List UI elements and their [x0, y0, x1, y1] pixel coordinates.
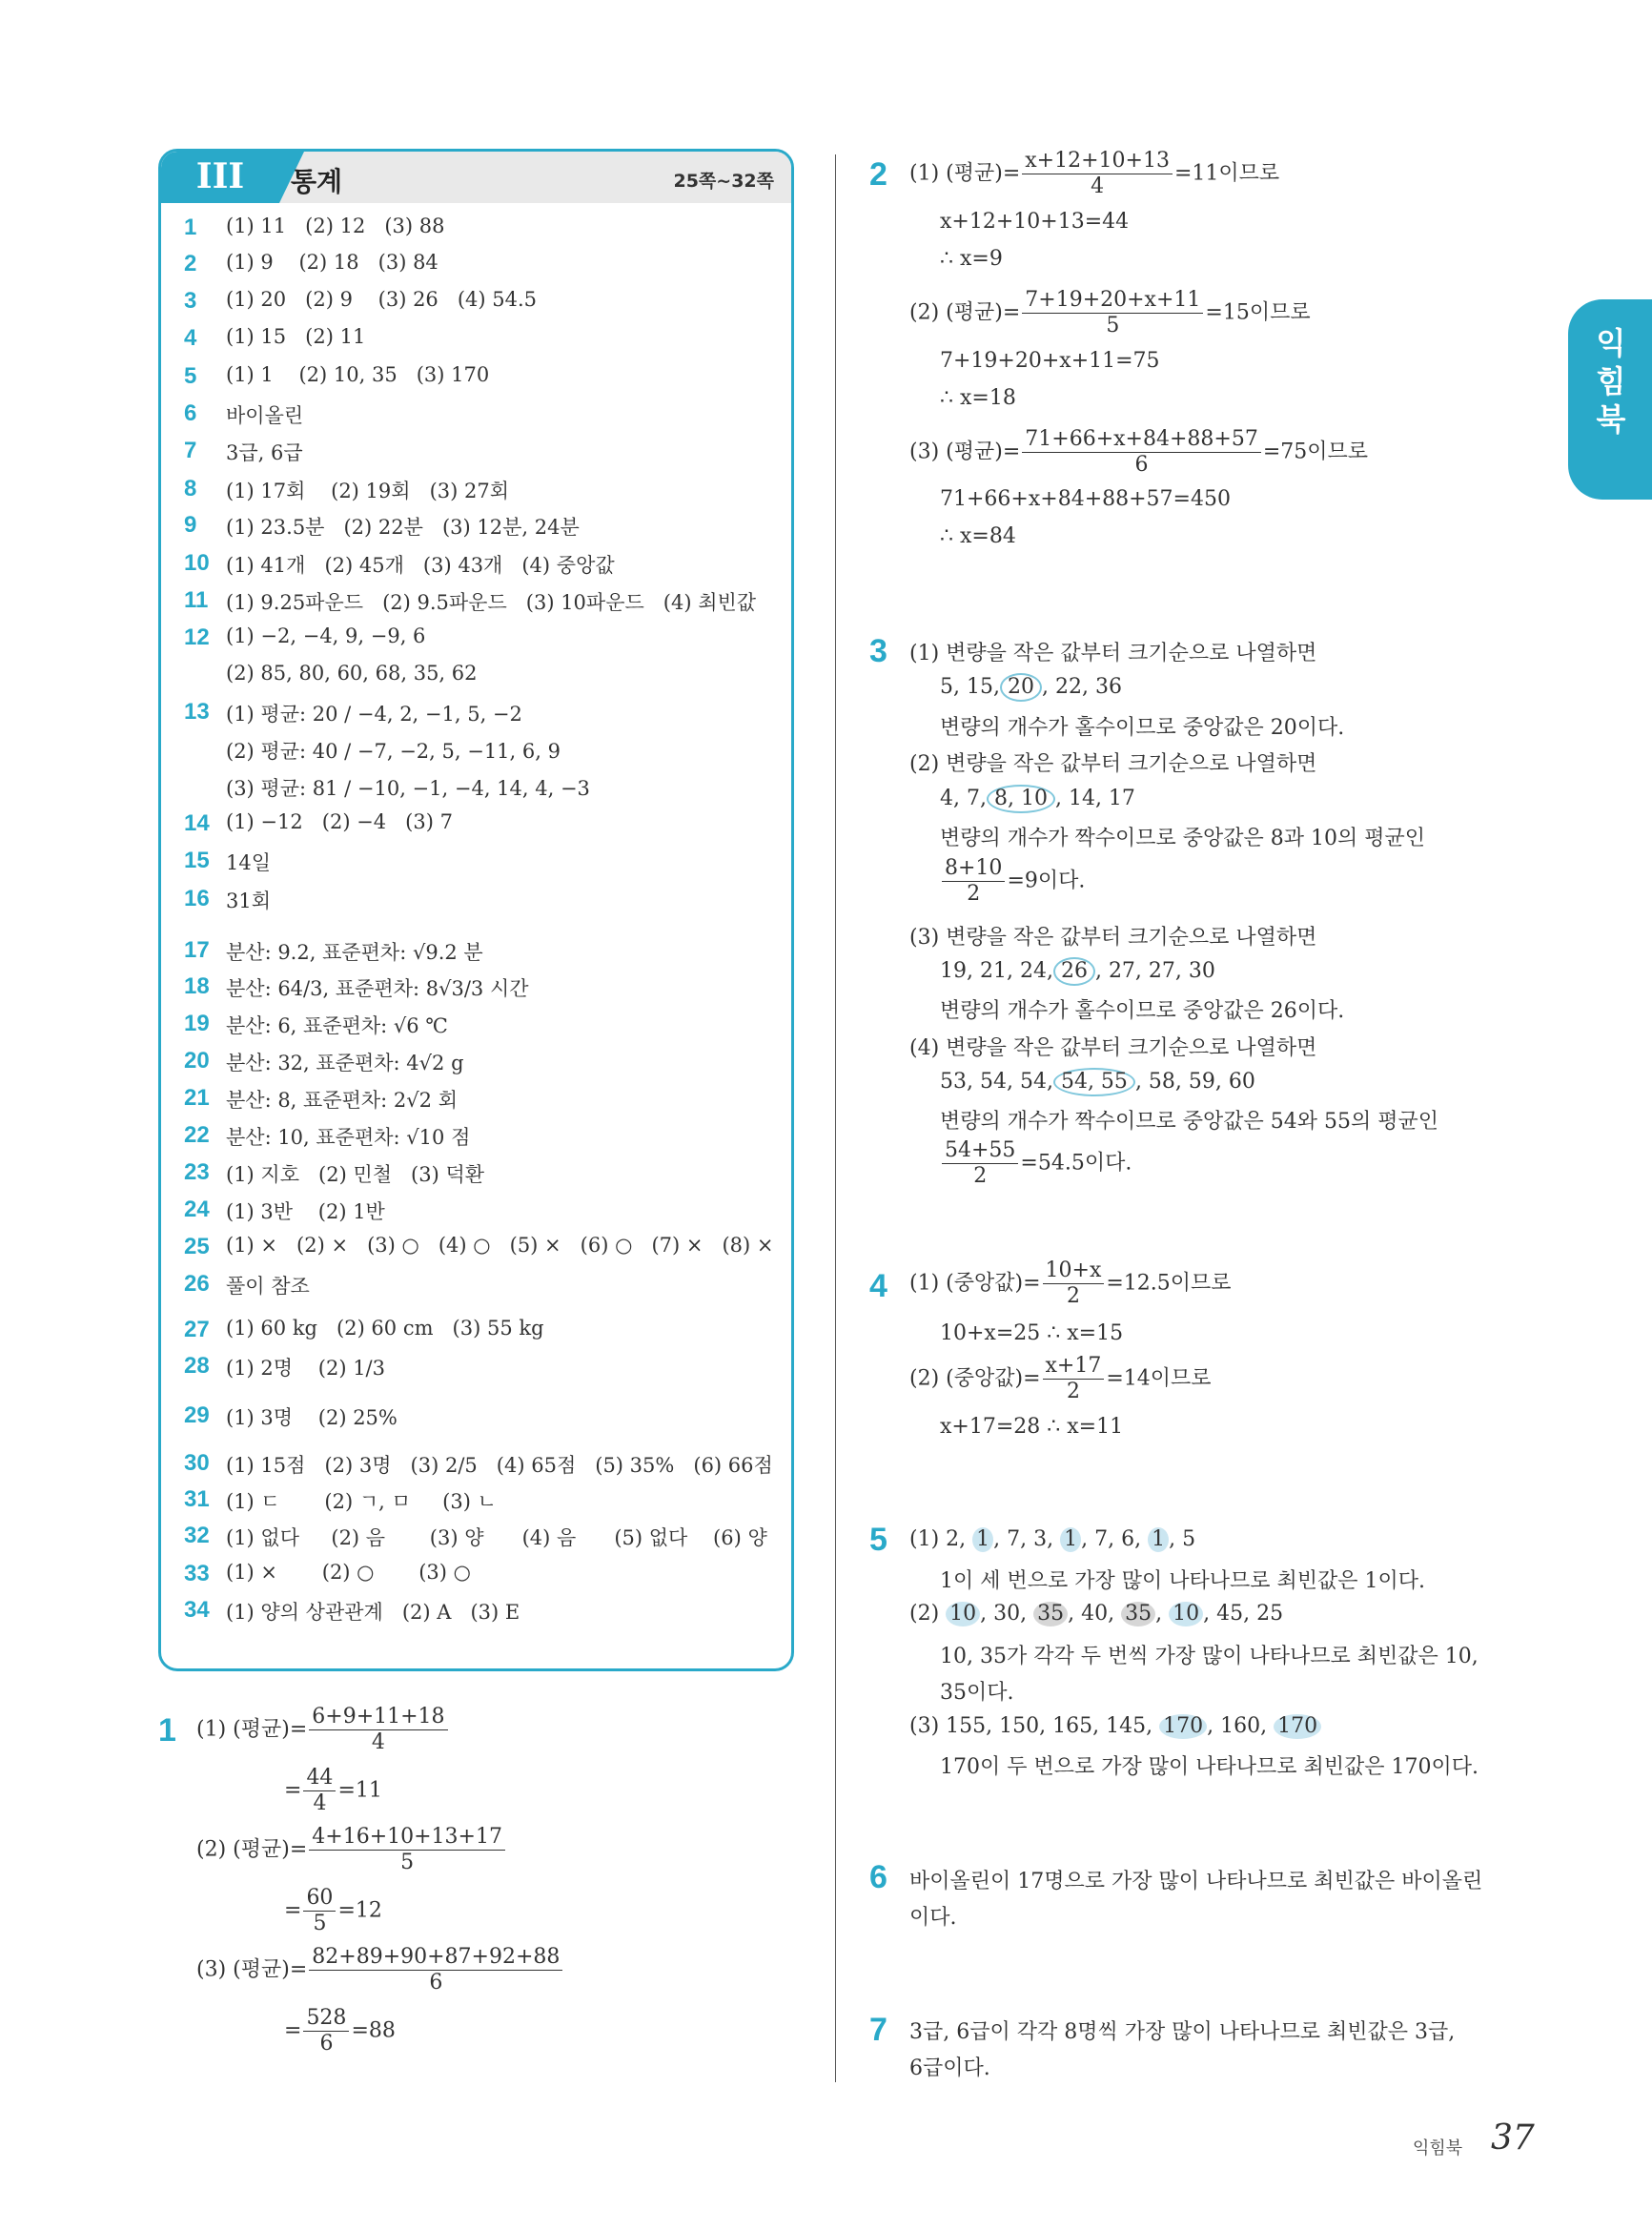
answer-number: 33	[184, 1561, 210, 1586]
answer-text: 분산: 8, 표준편차: 2√2 회	[226, 1089, 458, 1112]
solution-line: 변량의 개수가 짝수이므로 중앙값은 54와 55의 평균인	[940, 1110, 1438, 1134]
solution-line: (3) 변량을 작은 값부터 크기순으로 나열하면	[909, 926, 1317, 950]
answer-text: 분산: 32, 표준편차: 4√2 g	[226, 1052, 464, 1074]
solution-number: 6	[869, 1859, 887, 1895]
value-item: 160	[1220, 1714, 1261, 1738]
solution-line: (2) (평균)= $\frac{4+16+10+13+17}{5}$	[196, 1825, 507, 1875]
value-item: 165	[1052, 1714, 1093, 1738]
side-tab-char: 북	[1596, 401, 1626, 438]
unit-title: 통계	[291, 166, 343, 197]
solution-line: $\frac{8+10}{2}$ =9이다.	[940, 856, 1085, 907]
answer-number: 7	[184, 438, 197, 463]
median-circle: 26	[1053, 957, 1095, 986]
part-label: (2)	[909, 1602, 947, 1626]
page-number: 37	[1491, 2118, 1535, 2158]
answer-number: 18	[184, 973, 210, 999]
answer-number: 15	[184, 848, 210, 873]
value-list: (3) 155, 150, 165, 145, 170 , 160, 170	[909, 1714, 1321, 1739]
solution-line: (3) (평균)= $\frac{82+89+90+87+92+88}{6}$	[196, 1945, 564, 1995]
answer-text: (1) 없다 (2) 음 (3) 양 (4) 음 (5) 없다 (6) 양	[226, 1526, 767, 1549]
answer-text: (1) −2, −4, 9, −9, 6	[226, 624, 426, 647]
answer-text: (1) 11 (2) 12 (3) 88	[226, 215, 445, 237]
answer-number: 8	[184, 476, 197, 501]
answer-number: 21	[184, 1085, 210, 1111]
answer-summary-box	[158, 149, 794, 1671]
answer-number: 25	[184, 1234, 210, 1259]
solution-line: x+17=28 ∴ x=11	[940, 1415, 1124, 1439]
unit-number-badge: III	[161, 152, 279, 203]
part-label: (1)	[909, 1527, 947, 1551]
solution-line: 변량의 개수가 홀수이므로 중앙값은 26이다.	[940, 999, 1345, 1023]
solution-line: 7+19+20+x+11=75	[940, 349, 1160, 373]
value-item: 1	[1148, 1527, 1169, 1552]
answer-text: 31회	[226, 890, 272, 912]
solution-line: = $\frac{528}{6}$ =88	[284, 2006, 396, 2056]
answer-text: (1) 3반 (2) 1반	[226, 1200, 385, 1223]
answer-number: 28	[184, 1353, 210, 1379]
answer-text: 분산: 64/3, 표준편차: 8√3/3 시간	[226, 977, 529, 1000]
answer-number: 26	[184, 1271, 210, 1297]
answer-number: 29	[184, 1402, 210, 1428]
page-range: 25쪽~32쪽	[673, 171, 774, 192]
side-tab-char: 힘	[1596, 363, 1626, 399]
answer-number: 20	[184, 1048, 210, 1074]
answer-text: (1) 15 (2) 11	[226, 325, 366, 348]
answer-number: 17	[184, 937, 210, 963]
answer-text: (1) −12 (2) −4 (3) 7	[226, 810, 453, 833]
answer-number: 13	[184, 699, 210, 725]
answer-text: 바이올린	[226, 404, 304, 427]
sorted-values: 4, 7, 8, 10 , 14, 17	[940, 785, 1135, 813]
answer-text: 분산: 6, 표준편차: √6 ℃	[226, 1014, 448, 1037]
answer-number: 12	[184, 624, 210, 650]
value-item: 170	[1274, 1714, 1321, 1739]
answer-text: (1) 2명 (2) 1/3	[226, 1357, 385, 1380]
answer-number: 27	[184, 1317, 210, 1342]
answer-text: (1) 15점 (2) 3명 (3) 2/5 (4) 65점 (5) 35% (6) 66점	[226, 1454, 773, 1477]
answer-number: 23	[184, 1159, 210, 1185]
solution-line: x+12+10+13=44	[940, 210, 1130, 234]
box-header	[161, 152, 791, 203]
answer-text: (1) 9.25파운드 (2) 9.5파운드 (3) 10파운드 (4) 최빈값	[226, 591, 757, 614]
answer-number: 19	[184, 1011, 210, 1036]
value-item: 40	[1081, 1602, 1109, 1626]
value-item: 25	[1256, 1602, 1284, 1626]
answer-text: 14일	[226, 851, 272, 874]
answer-text: 분산: 9.2, 표준편차: √9.2 분	[226, 941, 483, 964]
sorted-values: 19, 21, 24, 26 , 27, 27, 30	[940, 957, 1215, 986]
answer-text: (1) 9 (2) 18 (3) 84	[226, 251, 438, 274]
value-item: 7	[1094, 1527, 1109, 1551]
value-item: 7	[1007, 1527, 1021, 1551]
solution-line: 170이 두 번으로 가장 많이 나타나므로 최빈값은 170이다.	[940, 1755, 1479, 1779]
solution-line: = $\frac{60}{5}$ =12	[284, 1886, 382, 1935]
answer-number: 22	[184, 1122, 210, 1148]
value-item: 2	[946, 1527, 960, 1551]
answer-number: 2	[184, 251, 197, 276]
solution-line: (1) (중앙값)= $\frac{10+x}{2}$ =12.5이므로	[909, 1258, 1232, 1308]
answer-text: 분산: 10, 표준편차: √10 점	[226, 1126, 471, 1149]
answer-text: (1) ㄷ (2) ㄱ, ㅁ (3) ㄴ	[226, 1490, 497, 1513]
value-item: 35	[1121, 1602, 1155, 1626]
answer-number: 9	[184, 512, 197, 538]
value-item: 1	[1060, 1527, 1081, 1552]
solution-line: 71+66+x+84+88+57=450	[940, 487, 1231, 511]
answer-number: 16	[184, 886, 210, 911]
value-item: 10	[946, 1602, 980, 1626]
value-item: 30	[993, 1602, 1021, 1626]
answer-text: (2) 평균: 40 / −7, −2, 5, −11, 6, 9	[226, 740, 561, 763]
solution-number: 2	[869, 156, 887, 193]
solution-line: (2) (평균)= $\frac{7+19+20+x+11}{5}$ =15이므로	[909, 288, 1311, 338]
value-item: 145	[1106, 1714, 1147, 1738]
column-divider	[835, 154, 836, 2082]
answer-number: 10	[184, 550, 210, 576]
answer-number: 34	[184, 1597, 210, 1623]
answer-text: 3급, 6급	[226, 441, 303, 464]
side-tab-char: 익	[1596, 325, 1626, 361]
answer-text: (1) 23.5분 (2) 22분 (3) 12분, 24분	[226, 516, 580, 539]
answer-number: 6	[184, 400, 197, 426]
value-item: 150	[999, 1714, 1040, 1738]
solution-number: 3	[869, 633, 887, 669]
answer-number: 31	[184, 1486, 210, 1512]
answer-text: (1) 1 (2) 10, 35 (3) 170	[226, 363, 490, 386]
answer-text: (1) × (2) × (3) ○ (4) ○ (5) × (6) ○ (7) × (8) ×	[226, 1234, 774, 1257]
answer-text: (1) 41개 (2) 45개 (3) 43개 (4) 중앙값	[226, 554, 615, 577]
value-item: 1	[972, 1527, 993, 1552]
solution-line: 변량의 개수가 홀수이므로 중앙값은 20이다.	[940, 716, 1345, 740]
answer-number: 32	[184, 1523, 210, 1548]
solution-line: (4) 변량을 작은 값부터 크기순으로 나열하면	[909, 1036, 1317, 1060]
value-item: 155	[946, 1714, 987, 1738]
median-circle: 20	[1000, 673, 1042, 702]
solution-line: 10, 35가 각각 두 번씩 가장 많이 나타나므로 최빈값은 10,	[940, 1645, 1479, 1668]
solution-line: (2) (중앙값)= $\frac{x+17}{2}$ =14이므로	[909, 1354, 1212, 1403]
sorted-values: 5, 15, 20 , 22, 36	[940, 673, 1122, 702]
value-item: 3	[1033, 1527, 1048, 1551]
part-label: (3)	[909, 1714, 947, 1738]
answer-text: (1) 60 kg (2) 60 cm (3) 55 kg	[226, 1317, 544, 1340]
solution-number: 4	[869, 1268, 887, 1304]
answer-text: (1) 양의 상관관계 (2) A (3) E	[226, 1601, 520, 1624]
solution-line: ∴ x=84	[940, 524, 1016, 548]
value-item: 6	[1121, 1527, 1135, 1551]
answer-text: (1) 17회 (2) 19회 (3) 27회	[226, 480, 510, 502]
solution-line: (1) 변량을 작은 값부터 크기순으로 나열하면	[909, 642, 1317, 665]
solution-line: 변량의 개수가 짝수이므로 중앙값은 8과 10의 평균인	[940, 827, 1425, 850]
side-tab-label	[1587, 324, 1635, 439]
answer-number: 3	[184, 288, 197, 314]
answer-number: 24	[184, 1197, 210, 1222]
solution-line: (1) (평균)= $\frac{6+9+11+18}{4}$	[196, 1705, 450, 1755]
solution-line: ∴ x=9	[940, 247, 1003, 271]
footer-label: 익힘북	[1413, 2138, 1463, 2158]
value-item: 10	[1169, 1602, 1203, 1626]
answer-number: 5	[184, 363, 197, 389]
solution-number: 5	[869, 1522, 887, 1558]
solution-line: (3) (평균)= $\frac{71+66+x+84+88+57}{6}$ =75이므로	[909, 427, 1368, 477]
solution-line: 3급, 6급이 각각 8명씩 가장 많이 나타나므로 최빈값은 3급,	[909, 2020, 1456, 2044]
answer-text: (1) 지호 (2) 민철 (3) 덕환	[226, 1163, 485, 1186]
solution-line: 이다.	[909, 1906, 957, 1930]
solution-number: 1	[158, 1712, 176, 1749]
answer-text: 풀이 참조	[226, 1275, 310, 1298]
answer-text: (1) 3명 (2) 25%	[226, 1406, 398, 1429]
solution-line: 10+x=25 ∴ x=15	[940, 1321, 1124, 1345]
answer-number: 30	[184, 1450, 210, 1476]
answer-text: (1) × (2) ○ (3) ○	[226, 1561, 471, 1584]
solution-line: 6급이다.	[909, 2056, 990, 2080]
value-item: 170	[1159, 1714, 1207, 1739]
solution-number: 7	[869, 2012, 887, 2048]
value-item: 5	[1182, 1527, 1196, 1551]
value-list: (1) 2, 1 , 7, 3, 1 , 7, 6, 1 , 5	[909, 1527, 1196, 1551]
solution-line: (2) 변량을 작은 값부터 크기순으로 나열하면	[909, 752, 1317, 776]
solution-line: 35이다.	[940, 1681, 1014, 1705]
sorted-values: 53, 54, 54, 54, 55 , 58, 59, 60	[940, 1068, 1255, 1096]
solution-line: 바이올린이 17명으로 가장 많이 나타나므로 최빈값은 바이올린	[909, 1870, 1483, 1893]
value-item: 45	[1216, 1602, 1244, 1626]
value-list: (2) 10 , 30, 35 , 40, 35 , 10 , 45, 25	[909, 1602, 1284, 1626]
solution-line: 1이 세 번으로 가장 많이 나타나므로 최빈값은 1이다.	[940, 1569, 1425, 1593]
answer-number: 14	[184, 810, 210, 836]
answer-text: (3) 평균: 81 / −10, −1, −4, 14, 4, −3	[226, 777, 590, 800]
value-item: 35	[1033, 1602, 1068, 1626]
answer-text: (2) 85, 80, 60, 68, 35, 62	[226, 662, 478, 685]
answer-number: 11	[184, 587, 209, 613]
answer-number: 4	[184, 325, 197, 351]
solution-line: ∴ x=18	[940, 386, 1016, 410]
solution-line: $\frac{54+55}{2}$ =54.5이다.	[940, 1138, 1132, 1189]
solution-line: (1) (평균)= $\frac{x+12+10+13}{4}$ =11이므로	[909, 149, 1280, 198]
median-circle: 8, 10	[987, 785, 1055, 813]
answer-text: (1) 평균: 20 / −4, 2, −1, 5, −2	[226, 703, 522, 726]
answer-number: 1	[184, 215, 197, 240]
answer-text: (1) 20 (2) 9 (3) 26 (4) 54.5	[226, 288, 538, 311]
solution-line: = $\frac{44}{4}$ =11	[284, 1766, 382, 1815]
median-circle: 54, 55	[1053, 1068, 1135, 1096]
